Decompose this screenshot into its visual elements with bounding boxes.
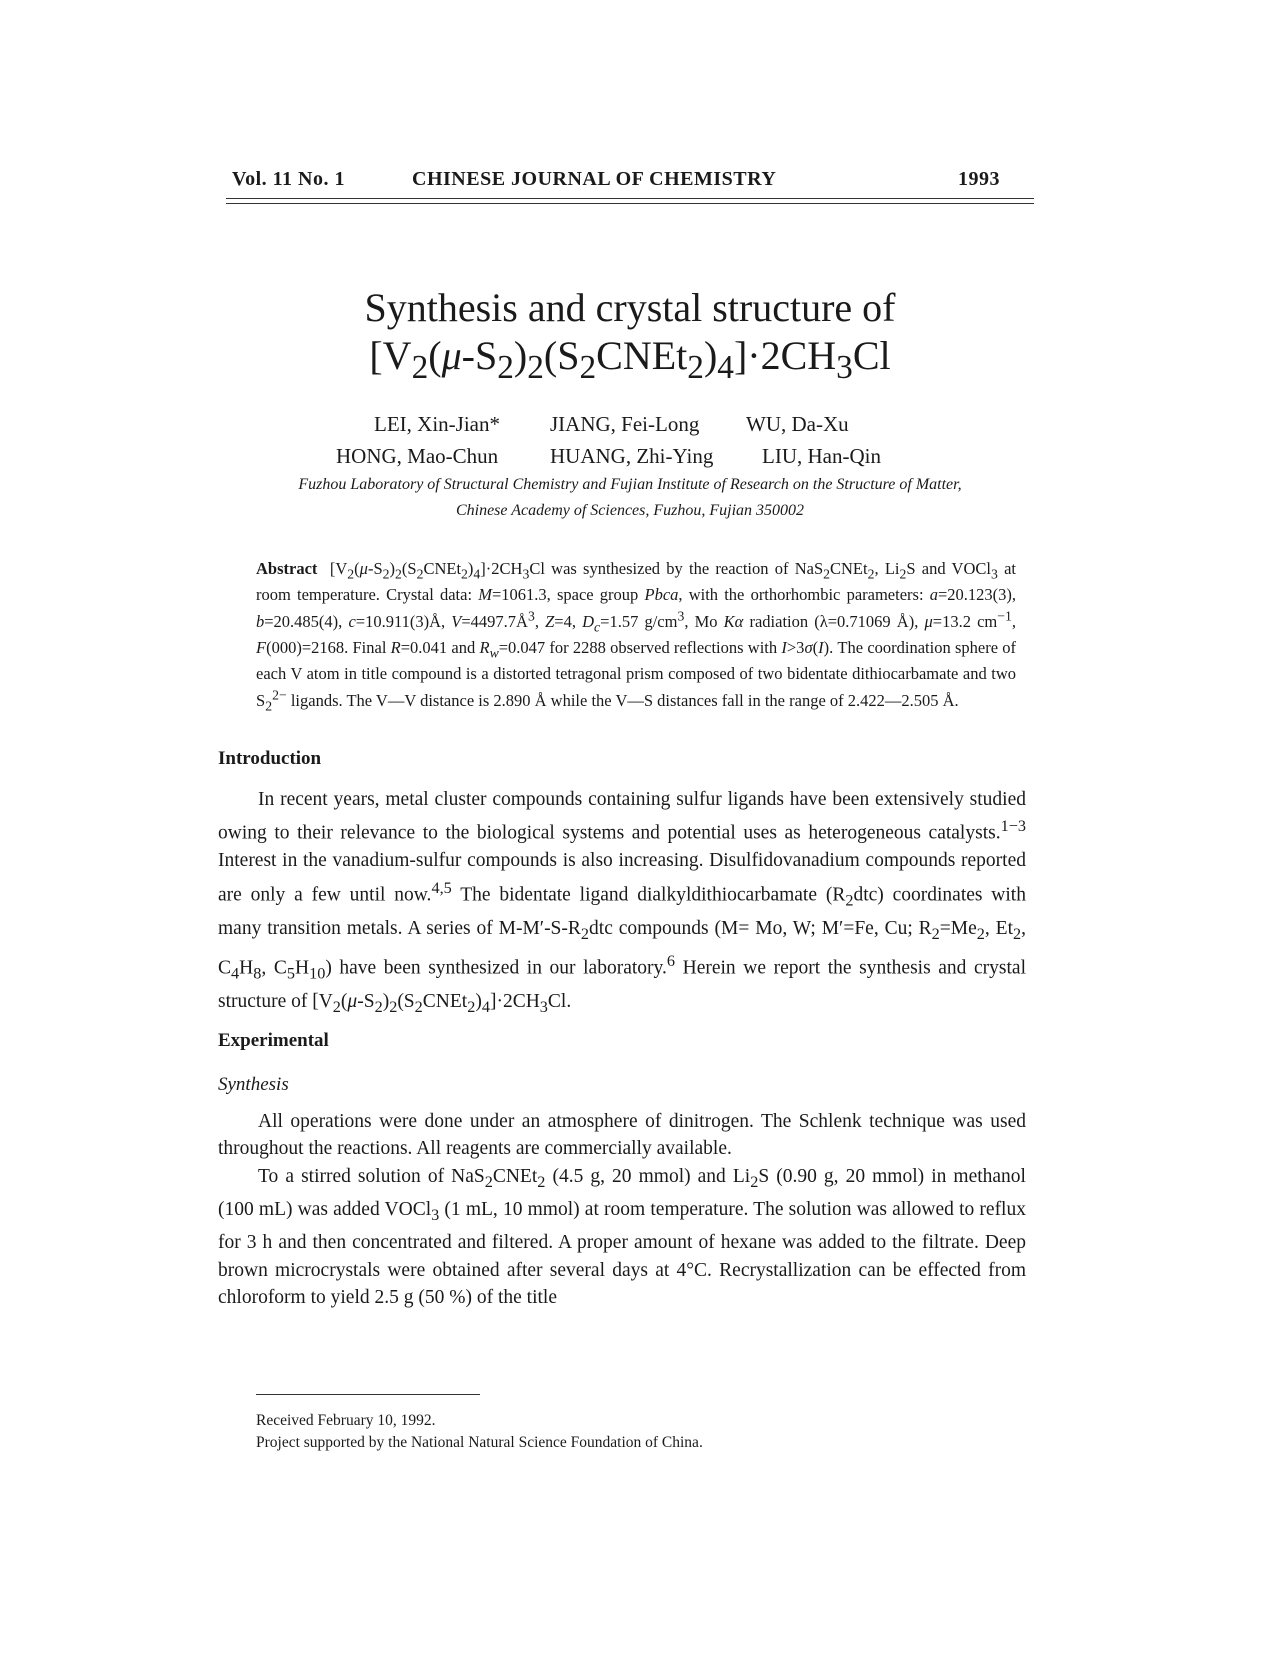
- synthesis-paragraph-1: All operations were done under an atmosphere of dinitrogen. The Schlenk technique was used throughout the reactions. All reagents are commercially available.: [218, 1111, 1026, 1160]
- abstract: [256, 558, 1016, 716]
- header-year: 1993: [958, 168, 1000, 190]
- header-journal: CHINESE JOURNAL OF CHEMISTRY: [412, 168, 777, 190]
- experimental-body: [218, 1108, 1026, 1312]
- paper-title-line1: Synthesis and crystal structure of: [364, 285, 896, 330]
- author-liu: LIU, Han-Qin: [762, 444, 881, 468]
- affiliation-line2: Chinese Academy of Sciences, Fuzhou, Fujian 350002: [455, 502, 805, 519]
- author-hong: HONG, Mao-Chun: [336, 444, 499, 468]
- footnote-received: Received February 10, 1992.: [256, 1412, 436, 1429]
- header-rule-top: [226, 198, 1034, 199]
- abstract-label: Abstract: [256, 559, 318, 578]
- synthesis-paragraph-2: To a stirred solution of NaS$_2$CNEt$_2$ (4.5 g, 20 mmol) and $Li_2S$ (0.90 g, 20 mmol) in methanol (100 mL) was added VOCl$_3$ (1 mL, 10 mmol) at room temperature. The solution was allowed to reflux for 3 h and then concentrated and filtered. A proper amount of hexane was added to the filtrate. Deep brown microcrystals were obtained after several days at 4°C. Recrystallization can be effected from chloroform to yield 2.5 g (50 %) of the title: [218, 1165, 1026, 1309]
- introduction-paragraph: In recent years, metal cluster compounds containing sulfur ligands have been extensively studied owing to their relevance to the biological systems and potential uses as heterogeneous catalysts.$^{1-3}$ Interest in the vanadium-sulfur compounds is also increasing. Disulfidovanadium compounds reported are only a few until now.$^{4,5}$ The bidentate ligand dialkyldithiocarbamate $(R_2dtc)$ coordinates with many transition metals. A series of $M-M'-S-R_2dtc$ compounds (M= Mo, W; M′=Fe, Cu; $R_2=Me_2$, $Et_2$, $C_4H_8$, $C_5H_{10}$) have been synthesized in our laboratory.$^6$ Herein we report the synthesis and crystal structure of $[V_2(\mu-S_2)_2(S_2CNEt_2)_4]\cdot 2CH_3Cl$.: [218, 789, 1026, 1016]
- author-lei: LEI, Xin-Jian*: [374, 412, 500, 436]
- abstract-text: $[V_2(\mu-S_2)_2(S_2CNEt_2)_4]\cdot 2CH_3Cl$ was synthesized by the reaction of NaS$_2$CNEt$_2$, $Li_2S$ and VOCl$_3$ at room temperature. Crystal data: M=1061.3, space group Pbca, with the orthorhombic parameters: a=20.123(3), b=20.485(4), c=10.911(3)Å, $V=4497.7Å^3$, Z=4, $D_c=1.57$ $g/cm^3$, Mo Kα radiation (λ=0.71069 Å), μ=13.2 $cm^{-1}$, F(000)=2168. Final R=0.041 and $R_w=0.047$ for 2288 observed reflections with I>3σ(I). The coordination sphere of each V atom in title compound is a distorted tetragonal prism composed of two bidentate dithiocarbamate and two $S_2^{2-}$ ligands. The V—V distance is 2.890 Å while the V—S distances fall in the range of 2.422—2.505 Å.: [256, 559, 1017, 714]
- footnote-rule: [256, 1394, 480, 1395]
- header-rule-bottom: [226, 203, 1034, 204]
- header-volume: Vol. 11 No. 1: [232, 168, 346, 190]
- affiliation-line1: Fuzhou Laboratory of Structural Chemistry and Fujian Institute of Research on the Structure of Matter,: [298, 476, 962, 493]
- author-huang: HUANG, Zhi-Ying: [550, 444, 714, 468]
- section-experimental: Experimental: [218, 1030, 329, 1051]
- subsection-synthesis: Synthesis: [218, 1074, 289, 1095]
- section-introduction: Introduction: [218, 748, 322, 769]
- footnote-support: Project supported by the National Natural Science Foundation of China.: [256, 1434, 703, 1451]
- author-jiang: JIANG, Fei-Long: [550, 412, 700, 436]
- paper-title-line2: $[V_2(\mu-S_2)_2(S_2CNEt_2)_4]\cdot 2CH_3Cl$: [369, 333, 891, 386]
- author-wu: WU, Da-Xu: [746, 412, 849, 436]
- introduction-body: [218, 786, 1026, 1021]
